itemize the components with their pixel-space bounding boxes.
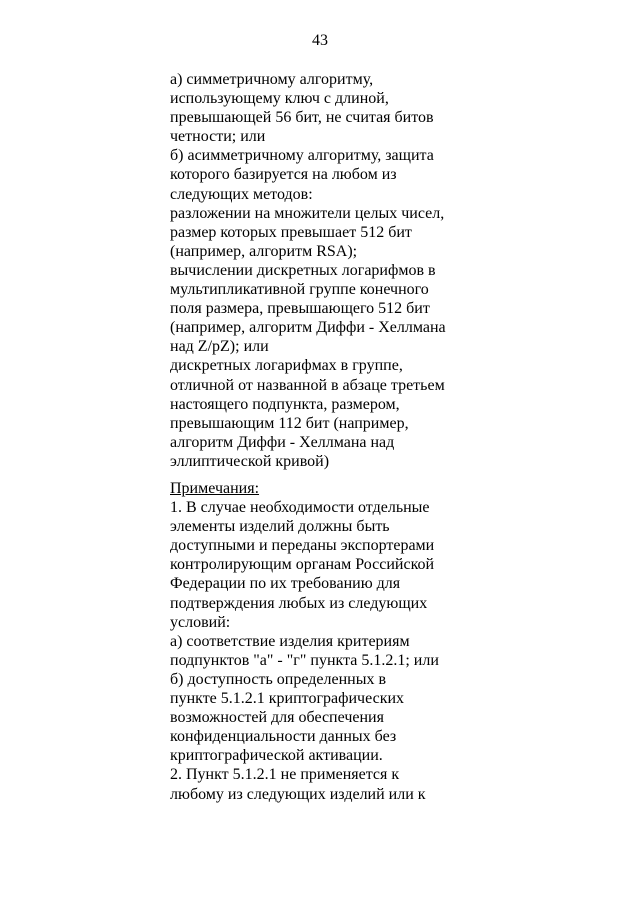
text-line: поля размера, превышающего 512 бит xyxy=(170,300,430,318)
page-number: 43 xyxy=(312,32,328,49)
notes-line: пункте 5.1.2.1 криптографических xyxy=(170,690,405,708)
notes-line: возможностей для обеспечения xyxy=(170,709,384,727)
text-line: следующих методов: xyxy=(170,185,313,203)
text-line: вычислении дискретных логарифмов в xyxy=(170,261,436,279)
notes-block xyxy=(170,479,470,804)
text-line: разложении на множители целых чисел, xyxy=(170,204,445,222)
text-line: размер которых превышает 512 бит xyxy=(170,223,412,241)
main-text-block xyxy=(170,70,470,471)
notes-line: подтверждения любых из следующих xyxy=(170,594,428,612)
notes-line: конфиденциальности данных без xyxy=(170,728,397,746)
notes-line: 2. Пункт 5.1.2.1 не применяется к xyxy=(170,766,400,784)
text-line: б) асимметричному алгоритму, защита xyxy=(170,147,434,165)
text-line: превышающим 112 бит (например, xyxy=(170,414,409,432)
text-line: алгоритм Диффи - Хеллмана над xyxy=(170,433,395,451)
text-line: над Z/pZ); или xyxy=(170,338,269,356)
notes-line: криптографической активации. xyxy=(170,747,383,765)
notes-line: доступными и переданы экспортерами xyxy=(170,537,435,555)
text-line: (например, алгоритм Диффи - Хеллмана xyxy=(170,319,446,337)
text-line: настоящего подпункта, размером, xyxy=(170,395,400,413)
text-line: превышающей 56 бит, не считая битов xyxy=(170,109,434,127)
text-line: использующему ключ с длиной, xyxy=(170,90,389,108)
notes-line: условий: xyxy=(170,613,231,631)
notes-line: подпунктов "а" - "г" пункта 5.1.2.1; или xyxy=(170,651,439,669)
notes-line: б) доступность определенных в xyxy=(170,670,387,688)
notes-line: контролирующим органам Российской xyxy=(170,556,435,574)
notes-line: 1. В случае необходимости отдельные xyxy=(170,499,430,517)
text-line: (например, алгоритм RSA); xyxy=(170,242,358,260)
text-line: четности; или xyxy=(170,128,266,146)
text-line: эллиптической кривой) xyxy=(170,452,330,470)
text-line: отличной от названной в абзаце третьем xyxy=(170,376,445,394)
text-line: дискретных логарифмах в группе, xyxy=(170,357,403,375)
notes-line: любому из следующих изделий или к xyxy=(170,785,426,803)
notes-line: Федерации по их требованию для xyxy=(170,575,401,593)
notes-line: элементы изделий должны быть xyxy=(170,518,390,536)
notes-heading: Примечания: xyxy=(170,480,260,497)
notes-line: а) соответствие изделия критериям xyxy=(170,632,410,650)
text-line: а) симметричному алгоритму, xyxy=(170,71,374,88)
text-line: которого базируется на любом из xyxy=(170,166,397,184)
text-line: мультипликативной группе конечного xyxy=(170,281,429,299)
